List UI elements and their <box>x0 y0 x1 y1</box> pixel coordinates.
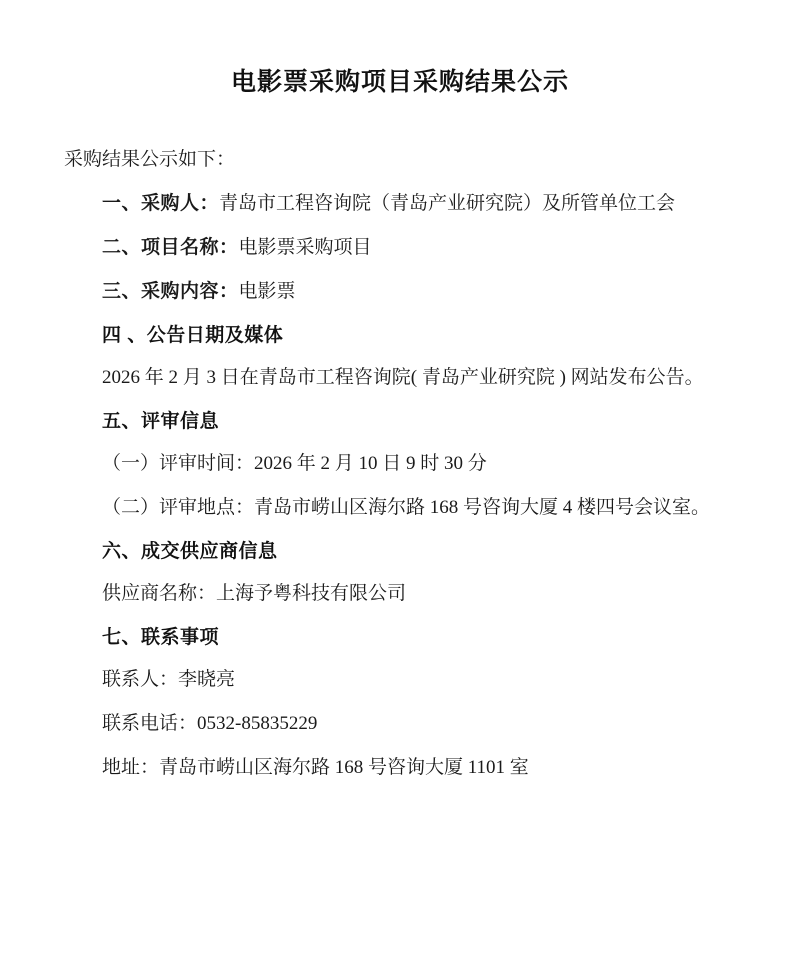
section-supplier-heading: 六、成交供应商信息 <box>102 541 278 562</box>
section-purchaser-heading: 一、采购人： <box>102 193 220 214</box>
section-contact-phone: 联系电话：0532-85835229 <box>102 713 318 734</box>
section-contact-person: 联系人：李晓亮 <box>102 669 236 690</box>
section-announcement-body: 2026 年 2 月 3 日在青岛市工程咨询院( 青岛产业研究院 ) 网站发布公告。 <box>102 367 704 388</box>
section-contact-heading: 七、联系事项 <box>102 627 220 648</box>
section-contact-address: 地址：青岛市崂山区海尔路 168 号咨询大厦 1101 室 <box>102 757 529 778</box>
lead-paragraph: 采购结果公示如下： <box>64 149 236 170</box>
section-purchaser <box>64 184 736 224</box>
section-project-name-heading: 二、项目名称： <box>102 237 239 258</box>
section-purchase-content-heading: 三、采购内容： <box>102 281 239 302</box>
section-project-name <box>64 228 736 268</box>
section-purchase-content <box>64 272 736 312</box>
section-purchase-content-body: 电影票 <box>238 281 296 302</box>
section-project-name-body: 电影票采购项目 <box>238 237 372 258</box>
section-purchaser-body: 青岛市工程咨询院（青岛产业研究院）及所管单位工会 <box>219 193 676 214</box>
section-announcement-heading: 四 、公告日期及媒体 <box>102 325 284 346</box>
section-review-item-time: （一）评审时间：2026 年 2 月 10 日 9 时 30 分 <box>102 453 487 474</box>
section-supplier-name: 供应商名称：上海予粤科技有限公司 <box>102 583 407 604</box>
page-title: 电影票采购项目采购结果公示 <box>230 68 569 96</box>
section-review-heading: 五、评审信息 <box>102 411 220 432</box>
section-review-item-place: （二）评审地点：青岛市崂山区海尔路 168 号咨询大厦 4 楼四号会议室。 <box>102 497 711 518</box>
